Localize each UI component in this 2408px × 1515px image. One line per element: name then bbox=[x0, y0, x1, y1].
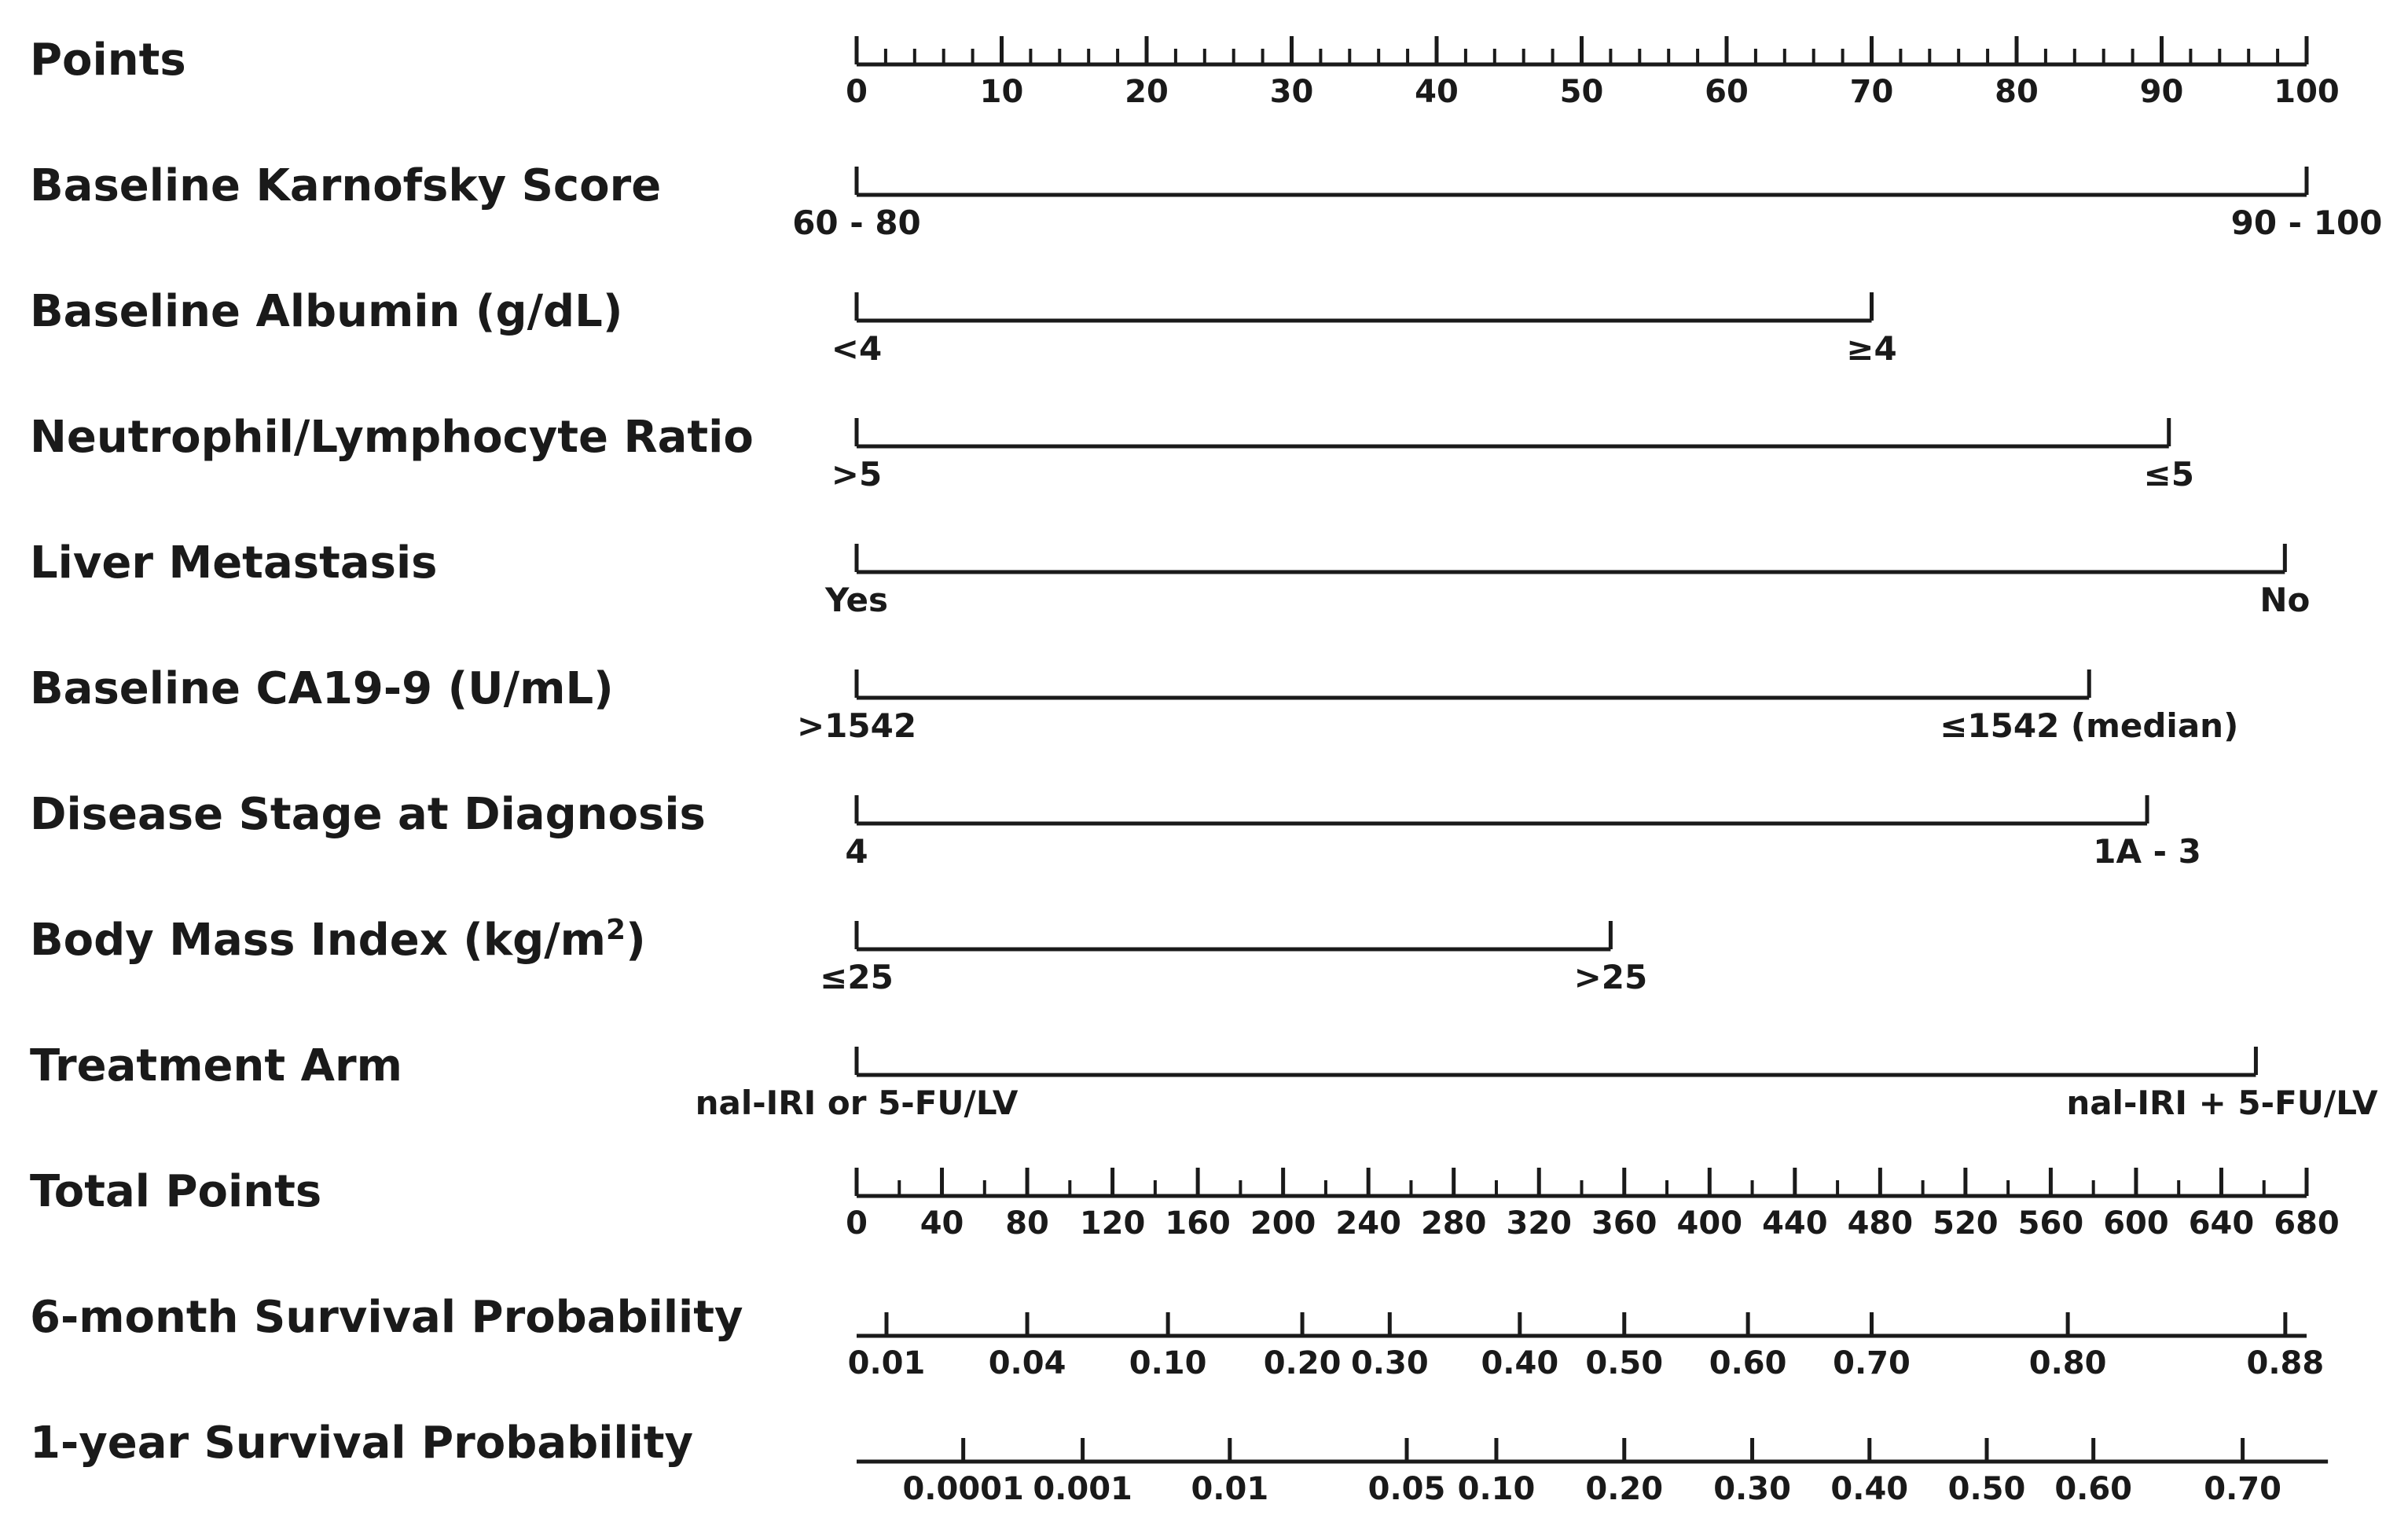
nomogram-row bbox=[797, 669, 2238, 745]
scale-tick-label: 240 bbox=[1335, 1205, 1401, 1242]
variable-level-label: ≤5 bbox=[2143, 455, 2194, 493]
probability-tick-label: 0.10 bbox=[1457, 1471, 1536, 1507]
probability-tick-label: 0.50 bbox=[1947, 1471, 2026, 1507]
scale-tick-label: 320 bbox=[1506, 1205, 1572, 1242]
scale-tick-label: 30 bbox=[1269, 74, 1314, 110]
variable-level-label: Yes bbox=[824, 581, 889, 619]
nomogram-row bbox=[824, 544, 2310, 619]
probability-tick-label: 0.60 bbox=[2054, 1471, 2133, 1507]
row-label: Points bbox=[30, 35, 186, 86]
scale-tick-label: 120 bbox=[1079, 1205, 1146, 1242]
variable-level-label: 4 bbox=[845, 832, 868, 871]
nomogram-row bbox=[696, 1047, 2379, 1122]
row-label: Neutrophil/Lymphocyte Ratio bbox=[30, 412, 754, 463]
variable-level-label: >25 bbox=[1573, 958, 1648, 996]
scale-tick-label: 40 bbox=[920, 1205, 964, 1242]
nomogram-row bbox=[845, 795, 2201, 871]
nomogram-row bbox=[857, 1438, 2328, 1507]
variable-level-label: >1542 bbox=[796, 706, 917, 745]
scale-tick-label: 10 bbox=[979, 74, 1024, 110]
probability-tick-label: 0.40 bbox=[1830, 1471, 1909, 1507]
scale-tick-label: 80 bbox=[1995, 74, 2039, 110]
row-label: Treatment Arm bbox=[30, 1040, 402, 1091]
row-label-suffix: ) bbox=[626, 915, 646, 966]
probability-tick-label: 0.04 bbox=[988, 1345, 1066, 1381]
probability-tick-label: 0.0001 bbox=[902, 1471, 1024, 1507]
probability-tick-label: 0.88 bbox=[2246, 1345, 2325, 1381]
probability-tick-label: 0.70 bbox=[2204, 1471, 2281, 1507]
row-label: Baseline CA19-9 (U/mL) bbox=[30, 663, 614, 714]
row-label: Body Mass Index $(kg/m^2)$ bbox=[30, 913, 646, 966]
probability-tick-label: 0.20 bbox=[1263, 1345, 1342, 1381]
variable-level-label: ≤1542 (median) bbox=[1940, 706, 2239, 745]
row-label: Disease Stage at Diagnosis bbox=[30, 789, 706, 840]
nomogram-row bbox=[820, 921, 1647, 996]
nomogram-row bbox=[846, 1168, 2340, 1242]
nomogram-row bbox=[848, 1312, 2325, 1381]
scale-tick-label: 20 bbox=[1125, 74, 1169, 110]
nomogram-row bbox=[831, 418, 2194, 493]
row-label: Liver Metastasis bbox=[30, 537, 438, 589]
scale-tick-label: 0 bbox=[846, 74, 868, 110]
scale-tick-label: 360 bbox=[1591, 1205, 1657, 1242]
probability-tick-label: 0.40 bbox=[1481, 1345, 1559, 1381]
probability-tick-label: 0.70 bbox=[1833, 1345, 1911, 1381]
nomogram-row bbox=[792, 167, 2382, 242]
scale-tick-label: 70 bbox=[1849, 74, 1894, 110]
variable-level-label: nal-IRI + 5-FU/LV bbox=[2066, 1084, 2378, 1122]
scale-tick-label: 200 bbox=[1250, 1205, 1316, 1242]
probability-tick-label: 0.30 bbox=[1350, 1345, 1429, 1381]
variable-level-label: nal-IRI or 5-FU/LV bbox=[695, 1084, 1019, 1122]
probability-tick-label: 0.10 bbox=[1129, 1345, 1207, 1381]
probability-tick-label: 0.80 bbox=[2028, 1345, 2107, 1381]
probability-tick-label: 0.20 bbox=[1585, 1471, 1664, 1507]
probability-tick-label: 0.60 bbox=[1709, 1345, 1787, 1381]
scale-tick-label: 560 bbox=[2017, 1205, 2084, 1242]
scale-tick-label: 520 bbox=[1933, 1205, 1999, 1242]
variable-level-label: 60 - 80 bbox=[792, 204, 921, 242]
scale-tick-label: 440 bbox=[1762, 1205, 1828, 1242]
row-label: Baseline Albumin (g/dL) bbox=[30, 286, 623, 337]
scale-tick-label: 80 bbox=[1005, 1205, 1049, 1242]
scale-tick-label: 640 bbox=[2188, 1205, 2255, 1242]
variable-level-label: No bbox=[2259, 581, 2311, 619]
row-label: Baseline Karnofsky Score bbox=[30, 160, 662, 211]
scale-tick-label: 480 bbox=[1847, 1205, 1914, 1242]
row-label: 1-year Survival Probability bbox=[30, 1418, 694, 1469]
scale-tick-label: 60 bbox=[1705, 74, 1749, 110]
row-label: Total Points bbox=[30, 1166, 322, 1217]
variable-level-label: ≥4 bbox=[1846, 329, 1897, 368]
nomogram-row bbox=[846, 36, 2340, 110]
row-label: 6-month Survival Probability bbox=[30, 1292, 743, 1343]
scale-tick-label: 0 bbox=[846, 1205, 868, 1242]
scale-tick-label: 680 bbox=[2274, 1205, 2340, 1242]
variable-level-label: ≤25 bbox=[820, 958, 894, 996]
scale-tick-label: 160 bbox=[1165, 1205, 1231, 1242]
probability-tick-label: 0.50 bbox=[1585, 1345, 1664, 1381]
variable-level-label: 90 - 100 bbox=[2230, 204, 2383, 242]
scale-tick-label: 50 bbox=[1559, 74, 1604, 110]
variable-level-label: <4 bbox=[831, 329, 883, 368]
scale-tick-label: 100 bbox=[2274, 74, 2340, 110]
row-label-superscript: 2 bbox=[606, 913, 626, 946]
scale-tick-label: 400 bbox=[1676, 1205, 1743, 1242]
row-labels bbox=[30, 35, 754, 1469]
probability-tick-label: 0.30 bbox=[1713, 1471, 1791, 1507]
nomogram-row bbox=[831, 292, 1897, 368]
row-axes bbox=[696, 36, 2383, 1507]
probability-tick-label: 0.01 bbox=[847, 1345, 926, 1381]
scale-tick-label: 90 bbox=[2139, 74, 2184, 110]
variable-level-label: 1A - 3 bbox=[2093, 832, 2201, 871]
probability-tick-label: 0.001 bbox=[1033, 1471, 1132, 1507]
probability-tick-label: 0.01 bbox=[1191, 1471, 1269, 1507]
scale-tick-label: 600 bbox=[2103, 1205, 2169, 1242]
probability-tick-label: 0.05 bbox=[1367, 1471, 1446, 1507]
variable-level-label: >5 bbox=[831, 455, 883, 493]
scale-tick-label: 40 bbox=[1415, 74, 1459, 110]
scale-tick-label: 280 bbox=[1420, 1205, 1487, 1242]
